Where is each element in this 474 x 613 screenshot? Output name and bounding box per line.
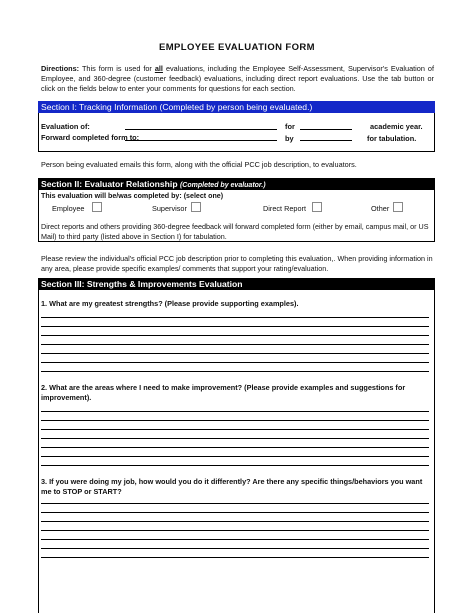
option-other-label: Other — [371, 204, 390, 213]
answer-line[interactable] — [41, 353, 429, 354]
for-label: for — [285, 122, 295, 131]
answer-line[interactable] — [41, 317, 429, 318]
section3-header: Section III: Strengths & Improvements Evaluation — [38, 278, 435, 290]
review-note: Please review the individual's official PCC job description prior to completing this evaluation,. When providing information in any area, please provide specific examples/ comments that support your rating/evaluation. — [41, 254, 433, 273]
answer-line[interactable] — [41, 420, 429, 421]
option-supervisor-label: Supervisor — [152, 204, 187, 213]
forward-to-field[interactable] — [125, 133, 277, 141]
tabulation-label: for tabulation. — [367, 134, 417, 143]
answer-line[interactable] — [41, 447, 429, 448]
question-3: 3. If you were doing my job, how would you do it differently? Are there any specific things/behaviors you want me to STOP or START? — [41, 477, 423, 496]
option-direct-report-checkbox[interactable] — [312, 202, 322, 212]
answer-line[interactable] — [41, 456, 429, 457]
forward-label: Forward completed form to: — [41, 133, 140, 142]
option-employee-checkbox[interactable] — [92, 202, 102, 212]
answer-line[interactable] — [41, 438, 429, 439]
answer-line[interactable] — [41, 521, 429, 522]
emails-note: Person being evaluated emails this form, along with the official PCC job description, to evaluators. — [41, 160, 357, 169]
answer-line[interactable] — [41, 465, 429, 466]
answer-line[interactable] — [41, 326, 429, 327]
question-2: 2. What are the areas where I need to make improvement? (Please provide examples and suggestions for improvement). — [41, 383, 406, 402]
answer-line[interactable] — [41, 371, 429, 372]
option-other-checkbox[interactable] — [393, 202, 403, 212]
evaluation-of-label: Evaluation of: — [41, 122, 90, 131]
section2-title: Section II: Evaluator Relationship — [41, 179, 178, 189]
answer-line[interactable] — [41, 557, 429, 558]
section3-box — [38, 290, 435, 613]
by-date-field[interactable] — [300, 133, 352, 141]
section2-header — [38, 178, 435, 190]
direct-reports-note: Direct reports and others providing 360-degree feedback will forward completed form (either by email, campus mail, or US Mail) to third party (listed above in Section I) for tabulation. — [41, 222, 429, 241]
answer-line[interactable] — [41, 503, 429, 504]
answer-line[interactable] — [41, 530, 429, 531]
page-title: EMPLOYEE EVALUATION FORM — [159, 42, 315, 53]
answer-line[interactable] — [41, 429, 429, 430]
evaluation-of-field[interactable] — [125, 122, 277, 130]
question-1: 1. What are my greatest strengths? (Please provide supporting examples). — [41, 299, 299, 308]
answer-line[interactable] — [41, 411, 429, 412]
directions-label: Directions: — [41, 64, 80, 73]
directions-text-after: evaluations, including the Employee Self-Assessment, Supervisor's Evaluation of Employee, and 360-degree (customer feedback) evaluations, including direct report evaluations. Use the tab button or click on the fields below to enter your comments for questions for each section. — [41, 64, 434, 94]
by-label: by — [285, 134, 294, 143]
answer-line[interactable] — [41, 362, 429, 363]
section2-subtitle: (Completed by evaluator.) — [179, 182, 266, 189]
answer-line[interactable] — [41, 335, 429, 336]
answer-line[interactable] — [41, 344, 429, 345]
answer-line[interactable] — [41, 548, 429, 549]
answer-line[interactable] — [41, 512, 429, 513]
option-supervisor-checkbox[interactable] — [191, 202, 201, 212]
year-field[interactable] — [300, 122, 352, 130]
directions-text-before: This form is used for — [79, 64, 155, 73]
section1-header: Section I: Tracking Information (Completed by person being evaluated.) — [38, 101, 435, 113]
academic-year-label: academic year. — [370, 122, 423, 131]
answer-line[interactable] — [41, 539, 429, 540]
option-direct-report-label: Direct Report — [263, 204, 306, 213]
completed-by-label: This evaluation will be/was completed by: (select one) — [41, 192, 224, 200]
directions-paragraph — [41, 64, 434, 95]
directions-emphasis: all — [154, 64, 163, 73]
option-employee-label: Employee — [52, 204, 85, 213]
